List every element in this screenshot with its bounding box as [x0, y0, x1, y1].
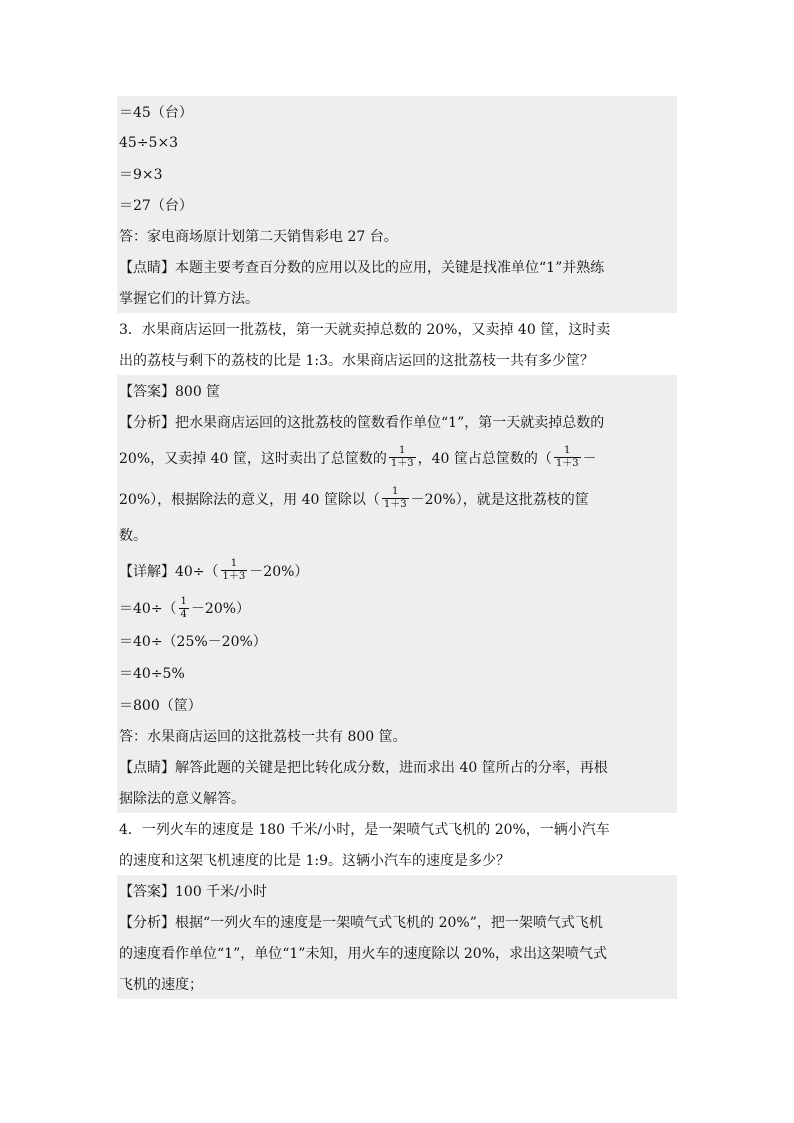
commentary-line	[117, 782, 677, 813]
line-text: 45÷5×3	[119, 134, 179, 151]
line-text: ＝9×3	[119, 166, 163, 183]
line-text: ＝40÷5%	[119, 666, 185, 682]
commentary-line	[117, 751, 677, 782]
fraction-denominator: 1＋3	[383, 499, 407, 510]
line-text: 【点睛】本题主要考查百分数的应用以及比的应用，关键是找准单位“1”并熟练	[119, 259, 605, 276]
line-text: 【答案】100 千米/小时	[119, 883, 267, 900]
line-text: －20%），就是这批荔枝的筐	[410, 491, 589, 508]
fraction	[554, 445, 581, 470]
document-page	[117, 96, 677, 999]
analysis-line	[117, 937, 677, 968]
line-text: ＝800（筐）	[119, 697, 202, 714]
commentary-line	[117, 282, 677, 313]
fraction-numerator: 1	[564, 445, 571, 456]
line-text: 答：家电商场原计划第二天销售彩电 27 台。	[119, 228, 398, 245]
answer-line	[117, 720, 677, 751]
line-text: ，40 筐占总筐数的（	[417, 450, 552, 467]
solution-line	[117, 550, 677, 591]
line-text: 3．水果商店运回一批荔枝，第一天就卖掉总数的 20%，又卖掉 40 筐，这时卖	[119, 321, 611, 338]
question-3-line	[117, 313, 677, 344]
analysis-line	[117, 437, 677, 478]
analysis-line	[117, 968, 677, 999]
line-text: 答：水果商店运回的这批荔枝一共有 800 筐。	[119, 728, 407, 745]
fraction	[389, 445, 416, 470]
fraction	[382, 486, 409, 511]
line-text: 4．一列火车的速度是 180 千米/小时，是一架喷气式飞机的 20%，一辆小汽车	[119, 821, 610, 838]
fraction-numerator: 1	[399, 445, 406, 456]
line-text: －20%）	[249, 563, 309, 580]
text-line	[117, 158, 677, 189]
fraction	[179, 596, 189, 621]
text-line	[117, 96, 677, 127]
solution-line	[117, 591, 677, 625]
analysis-line	[117, 406, 677, 437]
answer-line	[117, 220, 677, 251]
fraction	[221, 558, 248, 583]
line-text: 20%），根据除法的意义，用 40 筐除以（	[119, 491, 380, 508]
line-text: 【分析】根据“一列火车的速度是一架喷气式飞机的 20%”，把一架喷气式飞机	[119, 914, 603, 931]
line-text: 的速度看作单位“1”，单位“1”未知，用火车的速度除以 20%，求出这架喷气式	[119, 945, 608, 962]
line-text: 【答案】800 筐	[119, 383, 221, 400]
solution-line	[117, 625, 677, 657]
question-4-line	[117, 844, 677, 875]
fraction-denominator: 1＋3	[555, 458, 579, 469]
commentary-line	[117, 251, 677, 282]
line-text: －	[582, 450, 597, 467]
solution-line	[117, 657, 677, 689]
line-text: 【详解】40÷（	[119, 563, 219, 580]
analysis-line	[117, 478, 677, 519]
question-3-line	[117, 344, 677, 375]
line-text: 飞机的速度；	[119, 976, 203, 993]
line-text: 【分析】把水果商店运回的这批荔枝的筐数看作单位“1”，第一天就卖掉总数的	[119, 414, 605, 431]
fraction-denominator: 1＋3	[222, 571, 246, 582]
fraction-denominator: 4	[180, 608, 187, 620]
answer-line	[117, 875, 677, 906]
analysis-line	[117, 519, 677, 550]
answer-line	[117, 375, 677, 406]
line-text: ＝45（台）	[119, 104, 193, 121]
line-text: ＝40÷（	[119, 601, 177, 617]
text-line	[117, 127, 677, 158]
line-text: 20%，又卖掉 40 筐，这时卖出了总筐数的	[119, 450, 387, 467]
solution-line	[117, 689, 677, 720]
line-text: 掌握它们的计算方法。	[119, 290, 259, 307]
text-line	[117, 189, 677, 220]
line-text: ＝40÷（25%－20%）	[119, 634, 267, 650]
fraction-numerator: 1	[392, 486, 399, 497]
line-text: 的速度和这架飞机速度的比是 1:9。这辆小汽车的速度是多少？	[119, 852, 510, 869]
analysis-line	[117, 906, 677, 937]
fraction-numerator: 1	[180, 595, 187, 607]
line-text: 出的荔枝与剩下的荔枝的比是 1:3。水果商店运回的这批荔枝一共有多少筐？	[119, 352, 594, 369]
fraction-numerator: 1	[230, 558, 238, 569]
line-text: 【点睛】解答此题的关键是把比转化成分数，进而求出 40 筐所占的分率，再根	[119, 759, 608, 776]
fraction-denominator: 1＋3	[390, 458, 414, 469]
line-text: －20%）	[190, 601, 251, 617]
line-text: 数。	[119, 527, 147, 544]
question-4-line	[117, 813, 677, 844]
line-text: ＝27（台）	[119, 197, 193, 214]
line-text: 据除法的意义解答。	[119, 790, 245, 807]
